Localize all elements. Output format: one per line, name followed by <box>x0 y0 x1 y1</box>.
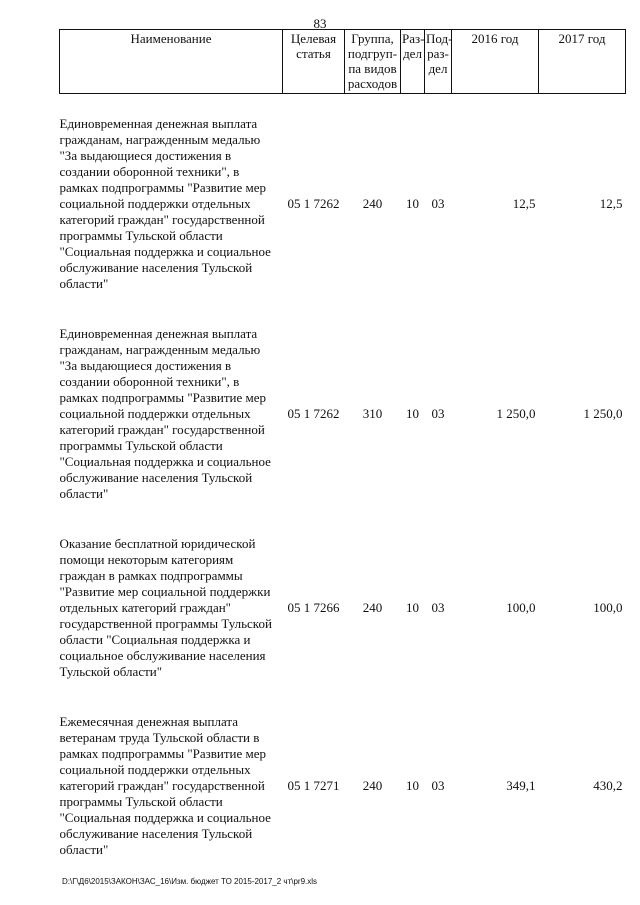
row-2016: 12,5 <box>512 196 536 211</box>
header-section: Раз-дел <box>401 30 425 94</box>
header-2017: 2017 год <box>539 30 626 94</box>
row-2017: 100,0 <box>593 600 623 615</box>
row-target: 05 1 7271 <box>287 778 340 793</box>
row-group: 240 <box>362 600 383 615</box>
row-2017: 430,2 <box>593 778 623 793</box>
row-target: 05 1 7262 <box>287 406 340 421</box>
header-target: Целевая статья <box>283 30 345 94</box>
row-group: 240 <box>362 778 383 793</box>
row-section: 10 <box>406 196 419 211</box>
row-section: 10 <box>406 406 419 421</box>
row-target: 05 1 7266 <box>287 600 340 615</box>
row-target: 05 1 7262 <box>287 196 340 211</box>
table-header <box>60 30 626 94</box>
table-row <box>60 116 626 292</box>
header-2016: 2016 год <box>452 30 539 94</box>
table-row <box>60 536 626 680</box>
file-path-footer: D:\Г\Д6\2015\ЗАКОН\ЗАС_16\Изм. бюджет ТО 2015-2017_2 чт\pr9.xls <box>62 877 318 886</box>
row-name: Единовременная денежная выплата гражданам, награжденным медалью "За выдающиеся достижения в создании оборонной техники", в рамках подпрограммы "Развитие мер социальной поддержки отдельных категорий граждан" государственной программы Тульской области "Социальная поддержка и социальное обслуживание населения Тульской области" <box>59 326 271 501</box>
table-row <box>60 326 626 502</box>
row-name: Оказание бесплатной юридической помощи некоторым категориям граждан в рамках подпрограммы "Развитие мер социальной поддержки отдельных категорий граждан" государственной программы Тульской области "Социальная поддержка и социальное обслуживание населения Тульской области" <box>59 536 272 679</box>
row-2017: 12,5 <box>599 196 623 211</box>
row-2016: 100,0 <box>506 600 536 615</box>
row-name: Ежемесячная денежная выплата ветеранам труда Тульской области в рамках подпрограммы "Развитие мер социальной поддержки отдельных категорий граждан" государственной программы Тульской области "Социальная поддержка и социальное обслуживание населения Тульской области" <box>59 714 271 857</box>
row-section: 10 <box>406 778 419 793</box>
row-section: 10 <box>406 600 419 615</box>
row-subsection: 03 <box>431 196 445 211</box>
header-name: Наименование <box>60 30 283 94</box>
row-2016: 349,1 <box>506 778 536 793</box>
row-2017: 1 250,0 <box>583 406 623 421</box>
budget-table <box>59 29 626 858</box>
row-2016: 1 250,0 <box>496 406 536 421</box>
header-group: Группа, подгруп-па видов расходов <box>345 30 401 94</box>
header-subsection: Под-раз-дел <box>425 30 452 94</box>
row-subsection: 03 <box>431 406 445 421</box>
row-group: 310 <box>362 406 383 421</box>
row-group: 240 <box>362 196 383 211</box>
row-subsection: 03 <box>431 600 445 615</box>
page-number: 83 <box>313 16 327 31</box>
row-subsection: 03 <box>431 778 445 793</box>
table-row <box>60 714 626 858</box>
row-name: Единовременная денежная выплата гражданам, награжденным медалью "За выдающиеся достижения в создании оборонной техники", в рамках подпрограммы "Развитие мер социальной поддержки отдельных категорий граждан" государственной программы Тульской области "Социальная поддержка и социальное обслуживание населения Тульской области" <box>59 116 271 291</box>
